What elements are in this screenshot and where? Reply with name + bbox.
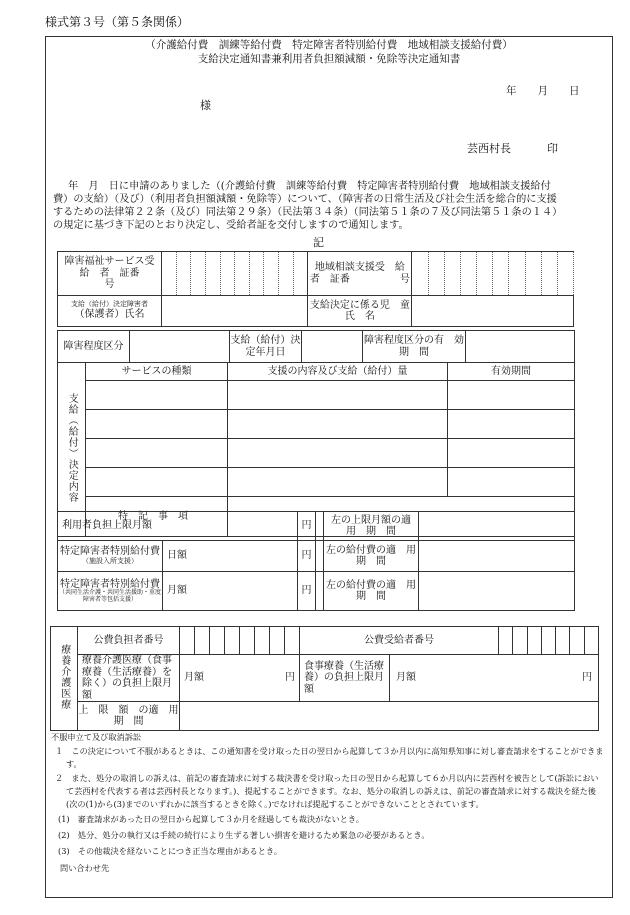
disability-level-label: 障害程度区分	[58, 331, 130, 363]
payer-no-label: 公費負担者番号	[78, 627, 180, 655]
benefit1-period-value[interactable]	[419, 541, 575, 572]
note-line: (3) その他裁決を経ないことにつき正当な理由があるとき。	[58, 846, 282, 856]
benefit2-period-value[interactable]	[419, 572, 575, 611]
meal-limit-label: 食事療養（生活療養）の負担上限月額	[300, 655, 390, 702]
date-label: 年 月 日	[506, 85, 580, 97]
body-line-3: するための法律第２２条（及び）同法第２９条）（民法第３４条）（同法第５１条の７及び同法第５１条の１４）	[53, 207, 563, 218]
service-row-4[interactable]	[86, 468, 228, 497]
disability-level-value[interactable]	[130, 331, 230, 363]
limit-period-label: 左の上限月額の適 用 期 間	[324, 512, 419, 541]
limit-amount-period-label: 上 限 額 の適 用 期 間	[78, 702, 180, 731]
issuer: 芸西村長	[467, 142, 511, 155]
limit-period-value[interactable]	[419, 512, 575, 541]
addressee-suffix: 様	[200, 99, 211, 112]
note-line: (1) 審査請求があった日の翌日から起算して３か月を経過しても裁決がないとき。	[58, 814, 364, 824]
title-line1: （介護給付費 訓練等給付費 特定障害者特別給付費 地域相談支援給付費）	[145, 39, 513, 51]
medical-monthly-label: 月額	[184, 672, 204, 684]
certificate-table	[57, 251, 574, 327]
daily-amount[interactable]: 日額	[163, 541, 298, 572]
community-cert-label: 地域相談支援受 給 者 証番 号	[308, 252, 412, 296]
medical-limit-value[interactable]	[180, 655, 300, 702]
special-benefit2-label: 特定障害者特別給付費 （共同生活介護・共同生活援助・重度障害者等包括支援）	[58, 572, 163, 611]
decision-date-value[interactable]	[302, 331, 363, 363]
medical-limit-label: 療養介護医療（食事療養（生活療養）を除く）の負担上限月額	[78, 655, 180, 702]
benefit2-period-label: 左の給付費の適 用 期 間	[324, 572, 419, 611]
daily-yen: 円	[298, 541, 316, 572]
meal-limit-value[interactable]	[390, 655, 599, 702]
ki-label: 記	[313, 236, 324, 249]
burden-limit-table	[57, 511, 575, 611]
special-notes-label: 特 記 事 項	[86, 497, 228, 537]
special-benefit1-label: 特定障害者特別給付費 （施設入所支援）	[58, 541, 163, 572]
note-line: (2) 処分、処分の執行又は手続の続行により生ずる著しい損害を避けるため緊急の必要があるとき。	[58, 830, 430, 840]
limit-yen: 円	[298, 512, 316, 541]
notes-heading: 不服申立て及び取消訴訟	[51, 732, 142, 742]
decided-person-name[interactable]	[162, 296, 308, 327]
col-content: 支援の内容及び支給（給付）量	[228, 363, 448, 381]
medical-yen: 円	[285, 672, 295, 684]
body-line-2: 費）の支給）（及び）（利用者負担額減額・免除等）について、（障害者の日常生活及び社会生活を総合的に支援	[53, 194, 557, 205]
validity-value[interactable]	[466, 331, 575, 363]
note-line: １ この決定について不服があるときは、この通知書を受け取った日の翌日から起算して３か月以内に高知県知事に対し審査請求をすることができま	[55, 746, 604, 756]
monthly-yen: 円	[298, 572, 316, 611]
recipient-no-label: 公費受給者番号	[300, 627, 499, 655]
monthly-amount[interactable]: 月額	[163, 572, 298, 611]
medical-care-side-label: 療養介護医療	[51, 627, 78, 731]
limit-label: 利用者負担上限月額	[58, 512, 298, 541]
disability-level-table	[57, 330, 575, 363]
col-valid-period: 有効期間	[448, 363, 575, 381]
decision-date-label: 支給（給付）決定年月日	[230, 331, 302, 363]
body-line-4: の規定に基づき下記のとおり決定し、受給者証を交付しますので通知します。	[53, 220, 409, 231]
note-line: す。	[66, 759, 82, 769]
service-row-3[interactable]	[86, 439, 228, 468]
limit-amount-period-value[interactable]	[180, 702, 599, 731]
contact-label: 問い合わせ先	[60, 863, 110, 873]
child-name-value[interactable]	[412, 296, 574, 327]
col-service-type: サービスの種類	[86, 363, 228, 381]
child-name-label: 支給決定に係る児 童 氏 名	[308, 296, 412, 327]
meal-monthly-label: 月額	[396, 672, 416, 684]
meal-yen: 円	[582, 672, 593, 684]
body-line-1: 年 月 日に申請のありました（(介護給付費 訓練等給付費 特定障害者特別給付費 地域相談支援給付	[68, 181, 551, 192]
decided-person-label: 支給（給付）決定障害者 （保護者）氏名	[58, 296, 162, 327]
decision-content-side-label: 支給（給付）決定内容	[58, 363, 86, 537]
form-number: 様式第３号（第５条関係）	[45, 15, 190, 29]
note-line: て芸西村を代表する者は芸西村長となります。)、提起することができます。なお、処分の取消しの訴えは、前記の審査請求に対する裁決を経た後	[66, 786, 596, 796]
note-line: (次の(1)から(3)までのいずれかに該当するときを除く。)でなければ提起することができないこととされています。	[66, 799, 484, 809]
service-row-1[interactable]	[86, 381, 228, 410]
validity-label: 障害程度区分の有 効 期 間	[363, 331, 466, 363]
payer-no-digit[interactable]	[180, 627, 195, 655]
community-cert-digit[interactable]	[412, 252, 428, 296]
seal: 印	[547, 142, 558, 155]
recipient-no-digit[interactable]	[499, 627, 513, 655]
medical-care-table	[50, 626, 599, 731]
benefit1-period-label: 左の給付費の適 用 期 間	[324, 541, 419, 572]
title-line2: 支給決定通知書兼利用者負担額減額・免除等決定通知書	[197, 53, 461, 65]
service-cert-label: 障害福祉サービス受 給 者 証番 号	[58, 252, 162, 296]
note-line: ２ また、処分の取消しの訴えは、前記の審査請求に対する裁決書を受け取った日の翌日から起算して６か月以内に芸西村を被告として(訴訟におい	[55, 773, 599, 783]
service-row-2[interactable]	[86, 410, 228, 439]
